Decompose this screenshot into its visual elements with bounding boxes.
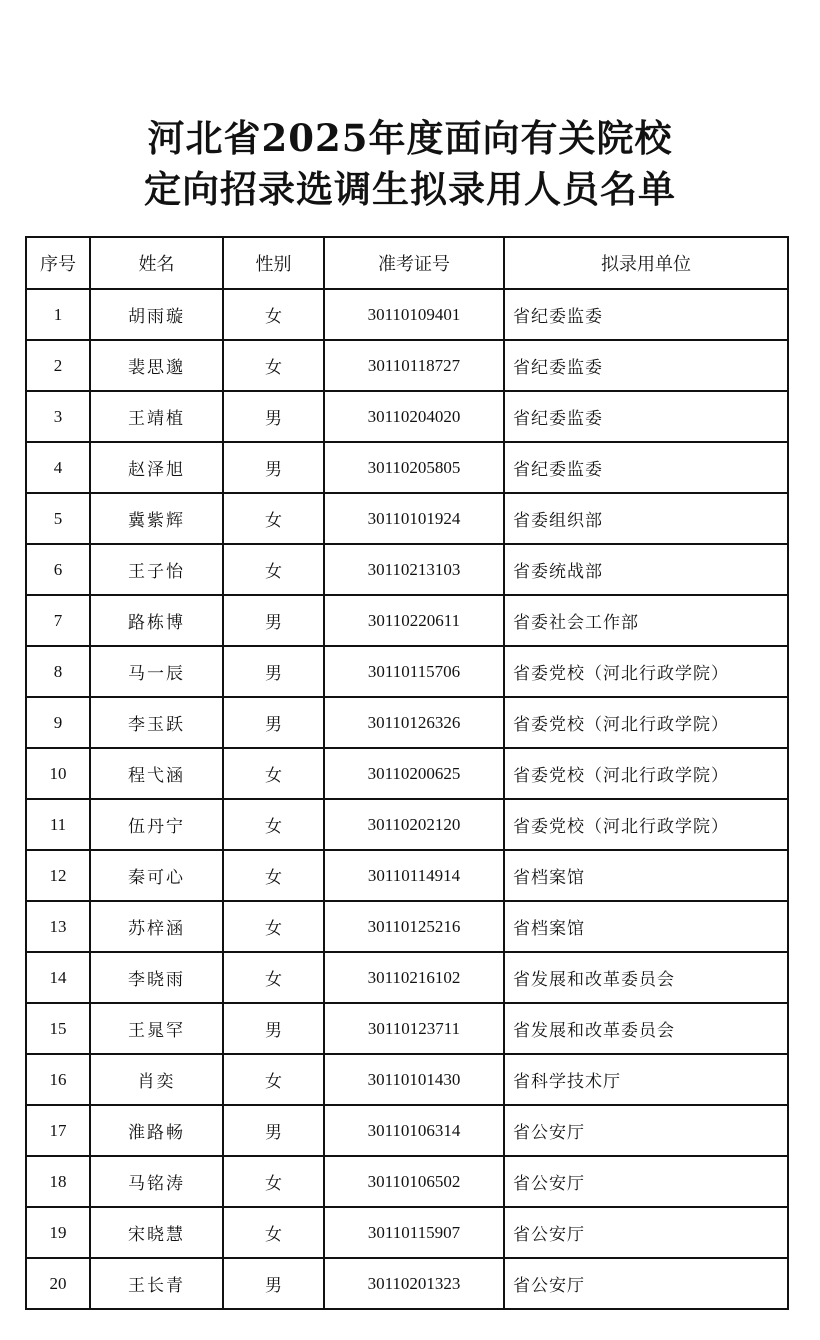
cell-gender: 女: [223, 850, 324, 901]
cell-gender: 男: [223, 1105, 324, 1156]
table-row: [26, 595, 788, 646]
document-title-line1: 河北省2025年度面向有关院校: [147, 116, 673, 160]
cell-seq: 18: [26, 1156, 90, 1207]
cell-exam-id: 30110101430: [324, 1054, 504, 1105]
cell-name: 苏梓涵: [90, 901, 223, 952]
cell-exam-id: 30110204020: [324, 391, 504, 442]
cell-seq: 6: [26, 544, 90, 595]
cell-seq: 2: [26, 340, 90, 391]
cell-name: 程弋涵: [90, 748, 223, 799]
cell-name: 李玉跃: [90, 697, 223, 748]
cell-name: 伍丹宁: [90, 799, 223, 850]
cell-exam-id: 30110109401: [324, 289, 504, 340]
cell-exam-id: 30110125216: [324, 901, 504, 952]
cell-unit: 省公安厅: [504, 1105, 788, 1156]
cell-name: 路栋博: [90, 595, 223, 646]
cell-unit: 省公安厅: [504, 1156, 788, 1207]
cell-seq: 5: [26, 493, 90, 544]
cell-name: 秦可心: [90, 850, 223, 901]
cell-name: 李晓雨: [90, 952, 223, 1003]
cell-name: 王晁罕: [90, 1003, 223, 1054]
cell-seq: 11: [26, 799, 90, 850]
cell-name: 冀紫辉: [90, 493, 223, 544]
cell-gender: 女: [223, 289, 324, 340]
cell-exam-id: 30110200625: [324, 748, 504, 799]
header-name: 姓名: [90, 237, 223, 289]
header-exam-id: 准考证号: [324, 237, 504, 289]
cell-unit: 省公安厅: [504, 1207, 788, 1258]
header-unit: 拟录用单位: [504, 237, 788, 289]
cell-seq: 4: [26, 442, 90, 493]
cell-unit: 省委党校（河北行政学院）: [504, 646, 788, 697]
header-gender: 性别: [223, 237, 324, 289]
cell-exam-id: 30110115907: [324, 1207, 504, 1258]
cell-name: 裴思邈: [90, 340, 223, 391]
table-row: [26, 646, 788, 697]
cell-unit: 省档案馆: [504, 901, 788, 952]
table-row: [26, 1258, 788, 1309]
cell-unit: 省科学技术厅: [504, 1054, 788, 1105]
cell-gender: 女: [223, 1207, 324, 1258]
cell-exam-id: 30110216102: [324, 952, 504, 1003]
cell-exam-id: 30110126326: [324, 697, 504, 748]
cell-name: 胡雨璇: [90, 289, 223, 340]
cell-gender: 男: [223, 1003, 324, 1054]
cell-gender: 女: [223, 493, 324, 544]
cell-exam-id: 30110213103: [324, 544, 504, 595]
cell-exam-id: 30110201323: [324, 1258, 504, 1309]
cell-seq: 1: [26, 289, 90, 340]
table-row: [26, 289, 788, 340]
cell-seq: 3: [26, 391, 90, 442]
cell-unit: 省纪委监委: [504, 391, 788, 442]
table-row: [26, 1054, 788, 1105]
cell-seq: 10: [26, 748, 90, 799]
cell-gender: 女: [223, 544, 324, 595]
cell-seq: 9: [26, 697, 90, 748]
cell-unit: 省纪委监委: [504, 289, 788, 340]
cell-gender: 女: [223, 1156, 324, 1207]
cell-unit: 省发展和改革委员会: [504, 952, 788, 1003]
cell-unit: 省委党校（河北行政学院）: [504, 697, 788, 748]
cell-seq: 13: [26, 901, 90, 952]
cell-name: 王靖植: [90, 391, 223, 442]
cell-gender: 女: [223, 799, 324, 850]
table-row: [26, 1207, 788, 1258]
cell-unit: 省委社会工作部: [504, 595, 788, 646]
cell-seq: 14: [26, 952, 90, 1003]
cell-exam-id: 30110106502: [324, 1156, 504, 1207]
cell-gender: 女: [223, 340, 324, 391]
cell-seq: 15: [26, 1003, 90, 1054]
cell-name: 王子怡: [90, 544, 223, 595]
cell-name: 马铭涛: [90, 1156, 223, 1207]
cell-unit: 省公安厅: [504, 1258, 788, 1309]
cell-exam-id: 30110114914: [324, 850, 504, 901]
table-row: [26, 748, 788, 799]
cell-exam-id: 30110202120: [324, 799, 504, 850]
cell-gender: 男: [223, 697, 324, 748]
cell-gender: 男: [223, 595, 324, 646]
cell-unit: 省纪委监委: [504, 442, 788, 493]
table-row: [26, 1105, 788, 1156]
cell-name: 赵泽旭: [90, 442, 223, 493]
table-row: [26, 544, 788, 595]
cell-exam-id: 30110205805: [324, 442, 504, 493]
cell-exam-id: 30110101924: [324, 493, 504, 544]
table-row: [26, 340, 788, 391]
table-row: [26, 799, 788, 850]
cell-gender: 男: [223, 646, 324, 697]
cell-exam-id: 30110118727: [324, 340, 504, 391]
table-row: [26, 901, 788, 952]
cell-seq: 20: [26, 1258, 90, 1309]
table-row: [26, 952, 788, 1003]
cell-seq: 8: [26, 646, 90, 697]
cell-name: 马一辰: [90, 646, 223, 697]
cell-exam-id: 30110115706: [324, 646, 504, 697]
cell-unit: 省委党校（河北行政学院）: [504, 799, 788, 850]
cell-seq: 12: [26, 850, 90, 901]
cell-unit: 省纪委监委: [504, 340, 788, 391]
cell-unit: 省委组织部: [504, 493, 788, 544]
cell-name: 宋晓慧: [90, 1207, 223, 1258]
cell-unit: 省委党校（河北行政学院）: [504, 748, 788, 799]
table-row: [26, 697, 788, 748]
table-row: [26, 442, 788, 493]
cell-unit: 省档案馆: [504, 850, 788, 901]
cell-exam-id: 30110123711: [324, 1003, 504, 1054]
table-row: [26, 1003, 788, 1054]
cell-gender: 男: [223, 442, 324, 493]
cell-gender: 女: [223, 748, 324, 799]
table-row: [26, 493, 788, 544]
roster-table: [25, 236, 789, 1310]
cell-seq: 19: [26, 1207, 90, 1258]
cell-gender: 男: [223, 1258, 324, 1309]
table-row: [26, 391, 788, 442]
cell-gender: 女: [223, 901, 324, 952]
table-header-row: [26, 237, 788, 289]
cell-unit: 省委统战部: [504, 544, 788, 595]
cell-exam-id: 30110106314: [324, 1105, 504, 1156]
table-row: [26, 850, 788, 901]
cell-seq: 17: [26, 1105, 90, 1156]
table-row: [26, 1156, 788, 1207]
cell-exam-id: 30110220611: [324, 595, 504, 646]
cell-unit: 省发展和改革委员会: [504, 1003, 788, 1054]
cell-seq: 7: [26, 595, 90, 646]
header-seq: 序号: [26, 237, 90, 289]
cell-name: 肖奕: [90, 1054, 223, 1105]
cell-name: 淮路畅: [90, 1105, 223, 1156]
cell-name: 王长青: [90, 1258, 223, 1309]
cell-gender: 女: [223, 1054, 324, 1105]
cell-seq: 16: [26, 1054, 90, 1105]
cell-gender: 女: [223, 952, 324, 1003]
document-title-line2: 定向招录选调生拟录用人员名单: [144, 167, 676, 211]
cell-gender: 男: [223, 391, 324, 442]
